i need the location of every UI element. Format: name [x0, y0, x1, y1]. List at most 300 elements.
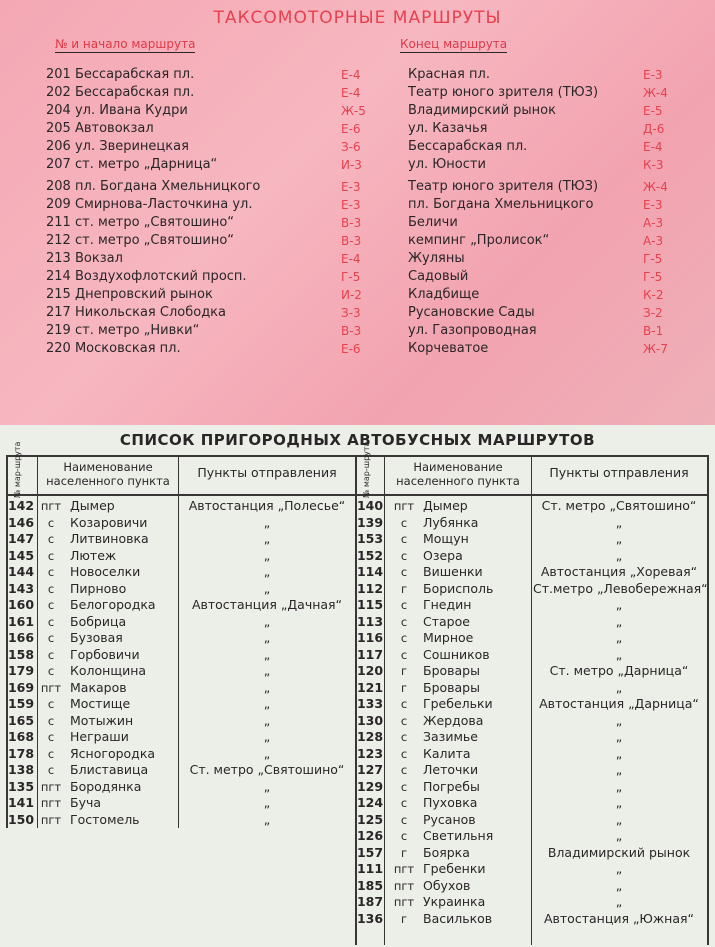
right-suburban-row — [0, 630, 715, 647]
right-suburban-row — [0, 911, 715, 928]
taxi-route-number: 208 — [46, 179, 71, 194]
route-number: 168 — [7, 729, 35, 744]
right-suburban-row — [0, 581, 715, 598]
settlement-name: Макаров — [70, 679, 127, 695]
departure-point: Ст. метро „Святошино“ — [541, 498, 697, 513]
settlement-type: с — [47, 763, 55, 777]
right-suburban-row — [0, 647, 715, 664]
settlement-type: пгт — [393, 862, 415, 876]
departure-point: „ — [263, 745, 271, 761]
taxi-route-number: 202 — [46, 85, 71, 100]
departure-point: „ — [615, 828, 623, 843]
suburban-title: СПИСОК ПРИГОРОДНЫХ АВТОБУСНЫХ МАРШРУТОВ — [119, 431, 596, 449]
right-suburban-row — [0, 828, 715, 845]
taxi-route-start-name: ул. Зверинецкая — [74, 139, 189, 154]
settlement-type: с — [400, 647, 408, 662]
taxi-route-start-name: Никольская Слободка — [74, 305, 227, 320]
departure-point: „ — [615, 514, 623, 530]
settlement-name: Дымер — [70, 498, 115, 513]
settlement-name: Дымер — [423, 498, 468, 513]
route-number: 146 — [7, 514, 35, 530]
settlement-name: Гребенки — [423, 861, 486, 876]
route-number: 120 — [356, 663, 384, 678]
taxi-route-start — [46, 322, 199, 340]
settlement-type: с — [400, 779, 408, 794]
settlement-name: Буча — [70, 795, 102, 810]
route-number: 114 — [356, 564, 384, 579]
settlement-name: Колонщина — [70, 663, 147, 678]
taxi-route-start — [46, 214, 234, 232]
taxi-route-number: 214 — [46, 269, 71, 284]
taxi-route-start — [46, 340, 181, 358]
taxi-route-end-code: Г-5 — [643, 252, 663, 266]
route-number: 116 — [356, 630, 384, 645]
right-suburban-row — [0, 861, 715, 878]
taxi-route-end-code: Д-6 — [643, 122, 665, 136]
right-suburban-row — [0, 498, 715, 515]
settlement-type: с — [47, 565, 55, 579]
departure-point: „ — [615, 630, 623, 645]
departure-point: „ — [615, 729, 623, 744]
departure-point: „ — [263, 811, 271, 827]
taxi-route-end-name: Корчеватое — [408, 341, 489, 356]
taxi-route-end-code: Е-4 — [643, 140, 663, 154]
departure-point: „ — [615, 613, 623, 629]
route-number: 150 — [7, 811, 35, 827]
settlement-type: пгт — [40, 680, 62, 695]
settlement-name: Мирное — [423, 630, 474, 645]
settlement-type: с — [400, 548, 408, 563]
taxi-route-start-code: В-3 — [341, 234, 362, 248]
route-number: 126 — [356, 828, 384, 843]
settlement-name: Ясногородка — [70, 745, 156, 761]
departure-point: „ — [615, 811, 623, 827]
settlement-type: пгт — [393, 499, 415, 513]
route-number: 187 — [356, 894, 384, 909]
taxi-route-number: 215 — [46, 287, 71, 302]
taxi-route-start-name: ст. метро „Святошино“ — [74, 233, 235, 248]
departure-point: „ — [263, 613, 271, 629]
taxi-route-end-code: Е-3 — [643, 68, 663, 82]
right-col-num-header: № мар-шрута — [362, 441, 371, 498]
taxi-route-end-code: А-3 — [643, 234, 664, 248]
settlement-type: с — [47, 647, 55, 662]
taxi-route-end-code: К-3 — [643, 158, 664, 172]
taxi-route-number: 209 — [46, 197, 71, 212]
settlement-name: Белогородка — [70, 597, 156, 612]
departure-point: „ — [263, 564, 271, 579]
departure-point: Автостанция „Южная“ — [543, 910, 695, 926]
taxi-route-start — [46, 84, 194, 102]
right-suburban-row — [0, 812, 715, 829]
settlement-type: с — [400, 829, 408, 843]
route-number: 142 — [7, 498, 35, 513]
settlement-name: Лубянка — [423, 514, 479, 530]
taxi-route-number: 201 — [46, 67, 71, 82]
settlement-type: с — [47, 581, 55, 596]
taxi-route-start-code: Е-3 — [341, 180, 361, 194]
settlement-type: г — [400, 845, 408, 860]
route-number: 136 — [356, 910, 384, 926]
route-number: 113 — [356, 613, 384, 629]
settlement-type: с — [47, 614, 55, 629]
right-suburban-row — [0, 548, 715, 565]
route-number: 159 — [7, 696, 35, 711]
settlement-name: Бровары — [423, 679, 480, 695]
route-number: 141 — [7, 795, 35, 810]
departure-point: „ — [263, 547, 271, 563]
taxi-route-start-code: Г-5 — [341, 270, 361, 284]
settlement-name: Борисполь — [423, 580, 494, 596]
taxi-route-start-code: Е-4 — [341, 86, 361, 100]
route-number: 125 — [356, 811, 384, 827]
route-number: 123 — [356, 745, 384, 761]
taxi-route-start-name: ст. метро „Нивки“ — [74, 323, 200, 338]
settlement-type: пгт — [40, 779, 62, 794]
right-suburban-row — [0, 878, 715, 895]
right-suburban-row — [0, 614, 715, 631]
settlement-type: с — [400, 565, 408, 579]
taxi-route-start-code: Е-4 — [341, 252, 361, 266]
settlement-name: Васильков — [423, 910, 493, 926]
settlement-name: Сошников — [423, 646, 490, 662]
settlement-type: с — [400, 598, 408, 612]
settlement-type: с — [47, 746, 55, 761]
taxi-route-end-name: Бессарабская пл. — [408, 139, 528, 154]
taxi-route-number: 217 — [46, 305, 71, 320]
taxi-route-start — [46, 138, 189, 156]
settlement-type: пгт — [40, 499, 62, 513]
departure-point: „ — [263, 712, 271, 728]
settlement-type: г — [400, 680, 408, 695]
taxi-route-end-name: Владимирский рынок — [408, 103, 556, 118]
route-number: 138 — [7, 762, 35, 777]
route-number: 166 — [7, 630, 35, 645]
taxi-route-start-code: Ж-5 — [341, 104, 366, 118]
route-number: 139 — [356, 514, 384, 530]
route-number: 160 — [7, 597, 35, 612]
settlement-type: пгт — [40, 812, 62, 827]
route-number: 165 — [7, 712, 35, 728]
taxi-route-start-code: Е-3 — [341, 198, 361, 212]
settlement-name: Гостомель — [70, 811, 140, 827]
departure-point: „ — [263, 696, 271, 711]
settlement-name: Горбовичи — [70, 646, 140, 662]
route-number: 129 — [356, 778, 384, 794]
taxi-route-start-code: В-3 — [341, 216, 362, 230]
settlement-type: с — [400, 515, 408, 530]
taxi-route-start-name: Вокзал — [74, 251, 123, 266]
route-number: 169 — [7, 679, 35, 695]
taxi-route-start-code: Е-6 — [341, 122, 361, 136]
settlement-type: с — [400, 532, 408, 546]
settlement-type: с — [400, 697, 408, 711]
taxi-route-start-code: З-3 — [341, 306, 361, 320]
departure-point: „ — [263, 679, 271, 695]
taxi-route-number: 207 — [46, 157, 71, 172]
right-table-header-border — [356, 494, 708, 496]
taxi-route-number: 220 — [46, 341, 71, 356]
route-number: 112 — [356, 580, 384, 596]
settlement-name: Русанов — [423, 811, 476, 827]
departure-point: „ — [615, 597, 623, 612]
settlement-name: Боярка — [423, 844, 470, 860]
settlement-name: Обухов — [423, 877, 471, 893]
taxi-route-end-name: ул. Казачья — [408, 121, 488, 136]
right-suburban-row — [0, 597, 715, 614]
taxi-route-end-name: Кладбище — [408, 287, 480, 302]
taxi-route-end-name: Садовый — [408, 269, 469, 284]
taxi-route-number: 212 — [46, 233, 71, 248]
settlement-type: г — [400, 581, 408, 596]
route-number: 111 — [356, 861, 384, 876]
left-col-name-header: Наименование населенного пункта — [46, 460, 170, 488]
taxi-route-start — [46, 268, 247, 286]
departure-point: „ — [263, 778, 271, 794]
left-col-dep-header: Пункты отправления — [197, 465, 337, 480]
departure-point: Автостанция „Полесье“ — [188, 498, 346, 513]
departure-point: Владимирский рынок — [547, 844, 691, 860]
departure-point: Ст. метро „Дарница“ — [549, 663, 689, 678]
route-number: 130 — [356, 712, 384, 728]
settlement-type: с — [400, 713, 408, 728]
taxi-route-end-name: пл. Богдана Хмельницкого — [408, 197, 594, 212]
settlement-type: пгт — [393, 878, 415, 893]
settlement-type: с — [47, 713, 55, 728]
settlement-name: Блиставица — [70, 762, 149, 777]
departure-point: „ — [615, 795, 623, 810]
settlement-type: с — [47, 697, 55, 711]
settlement-name: Мощун — [423, 531, 469, 546]
taxi-route-start — [46, 250, 123, 268]
departure-point: „ — [615, 679, 623, 695]
taxi-route-start — [46, 232, 234, 250]
settlement-name: Бобрица — [70, 613, 127, 629]
taxi-route-end-name: Красная пл. — [408, 67, 490, 82]
departure-point: „ — [263, 580, 271, 596]
settlement-type: с — [47, 515, 55, 530]
route-number: 135 — [7, 778, 35, 794]
route-number: 147 — [7, 531, 35, 546]
settlement-name: Пуховка — [423, 795, 478, 810]
departure-point: „ — [263, 646, 271, 662]
taxi-left-header: № и начало маршрута — [55, 37, 196, 51]
departure-point: „ — [615, 861, 623, 876]
taxi-route-end-code: К-2 — [643, 288, 664, 302]
taxi-route-end-name: Театр юного зрителя (ТЮЗ) — [408, 179, 599, 194]
departure-point: „ — [263, 729, 271, 744]
taxi-route-start-code: И-3 — [341, 158, 362, 172]
right-suburban-row — [0, 515, 715, 532]
departure-point: „ — [615, 877, 623, 893]
settlement-name: Мостище — [70, 696, 131, 711]
left-table-header-border — [6, 494, 356, 496]
right-suburban-row — [0, 729, 715, 746]
taxi-right-header: Конец маршрута — [400, 37, 508, 51]
taxi-route-start-code: З-6 — [341, 140, 361, 154]
route-number: 179 — [7, 663, 35, 678]
settlement-name: Мотыжин — [70, 712, 134, 728]
departure-point: „ — [615, 712, 623, 728]
taxi-route-number: 213 — [46, 251, 71, 266]
taxi-route-end-name: ул. Газопроводная — [408, 323, 537, 338]
settlement-name: Бровары — [423, 663, 480, 678]
taxi-route-number: 219 — [46, 323, 71, 338]
settlement-name: Светильня — [423, 828, 494, 843]
settlement-type: с — [47, 730, 55, 744]
route-number: 128 — [356, 729, 384, 744]
departure-point: „ — [615, 778, 623, 794]
route-number: 152 — [356, 547, 384, 563]
departure-point: „ — [615, 646, 623, 662]
settlement-name: Пирново — [70, 580, 127, 596]
settlement-type: с — [47, 598, 55, 612]
taxi-route-start — [46, 156, 217, 174]
taxi-route-start-name: Смирнова-Ласточкина ул. — [74, 197, 253, 212]
right-suburban-row — [0, 779, 715, 796]
right-suburban-row — [0, 663, 715, 680]
route-number: 127 — [356, 762, 384, 777]
departure-point: „ — [615, 762, 623, 777]
settlement-type: с — [47, 631, 55, 645]
settlement-name: Леточки — [423, 762, 479, 777]
taxi-route-start — [46, 102, 188, 120]
settlement-type: с — [47, 548, 55, 563]
taxi-route-number: 211 — [46, 215, 71, 230]
settlement-type: с — [400, 763, 408, 777]
taxi-route-number: 204 — [46, 103, 71, 118]
departure-point: „ — [263, 630, 271, 645]
settlement-type: с — [47, 664, 55, 678]
settlement-type: г — [400, 664, 408, 678]
departure-point: „ — [615, 894, 623, 909]
settlement-name: Гребельки — [423, 696, 493, 711]
right-suburban-row — [0, 845, 715, 862]
right-suburban-row — [0, 696, 715, 713]
taxi-route-end-code: З-2 — [643, 306, 663, 320]
route-number: 178 — [7, 745, 35, 761]
taxi-route-start-name: Автовокзал — [74, 121, 154, 136]
route-number: 133 — [356, 696, 384, 711]
taxi-route-start-name: ул. Ивана Кудри — [74, 103, 188, 118]
route-number: 157 — [356, 844, 384, 860]
departure-point: Автостанция „Дачная“ — [191, 597, 343, 612]
taxi-route-start-code: В-3 — [341, 324, 362, 338]
settlement-type: с — [400, 796, 408, 810]
taxi-route-start-name: Днепровский рынок — [74, 287, 213, 302]
settlement-name: Калита — [423, 745, 471, 761]
settlement-name: Зазимье — [423, 729, 478, 744]
taxi-route-end-code: Ж-7 — [643, 342, 668, 356]
right-table-top-border — [356, 455, 708, 457]
taxi-route-number: 205 — [46, 121, 71, 136]
right-col-name-header: Наименование населенного пункта — [396, 460, 520, 488]
settlement-name: Погребы — [423, 778, 480, 794]
route-number: 161 — [7, 613, 35, 629]
departure-point: Ст. метро „Святошино“ — [189, 762, 345, 777]
taxi-route-start-name: Бессарабская пл. — [74, 85, 195, 100]
taxi-route-end-code: Е-3 — [643, 198, 663, 212]
settlement-type: с — [400, 730, 408, 744]
settlement-name: Бородянка — [70, 778, 142, 794]
departure-point: „ — [263, 531, 271, 546]
settlement-name: Гнедин — [423, 597, 472, 612]
settlement-name: Литвиновка — [70, 531, 149, 546]
departure-point: „ — [615, 547, 623, 563]
settlement-type: с — [47, 532, 55, 546]
settlement-name: Лютеж — [70, 547, 117, 563]
departure-point: „ — [263, 795, 271, 810]
settlement-name: Неграши — [70, 729, 129, 744]
settlement-type: с — [400, 614, 408, 629]
route-number: 140 — [356, 498, 384, 513]
taxi-route-start — [46, 178, 260, 196]
right-suburban-row — [0, 746, 715, 763]
settlement-name: Старое — [423, 613, 470, 629]
settlement-type: с — [400, 746, 408, 761]
taxi-route-end-name: Русановские Сады — [408, 305, 535, 320]
route-number: 153 — [356, 531, 384, 546]
right-suburban-row — [0, 680, 715, 697]
taxi-route-end-name: Беличи — [408, 215, 458, 230]
settlement-type: с — [400, 631, 408, 645]
settlement-name: Козаровичи — [70, 514, 148, 530]
route-number: 124 — [356, 795, 384, 810]
taxi-route-end-code: А-3 — [643, 216, 664, 230]
taxi-route-start — [46, 304, 226, 322]
taxi-route-end-name: Театр юного зрителя (ТЮЗ) — [408, 85, 599, 100]
taxi-route-end-code: Е-5 — [643, 104, 663, 118]
route-number: 117 — [356, 646, 384, 662]
taxi-route-start — [46, 286, 213, 304]
departure-point: Автостанция „Дарница“ — [539, 696, 699, 711]
taxi-route-end-code: Ж-4 — [643, 180, 668, 194]
route-number: 185 — [356, 877, 384, 893]
taxi-route-start-code: Е-4 — [341, 68, 361, 82]
taxi-route-start-code: Е-6 — [341, 342, 361, 356]
departure-point: „ — [263, 663, 271, 678]
taxi-route-start-name: Московская пл. — [74, 341, 181, 356]
right-suburban-row — [0, 531, 715, 548]
settlement-name: Новоселки — [70, 564, 141, 579]
settlement-type: пгт — [393, 895, 415, 909]
settlement-name: Жердова — [423, 712, 484, 728]
settlement-name: Вишенки — [423, 564, 483, 579]
right-suburban-row — [0, 713, 715, 730]
route-number: 121 — [356, 679, 384, 695]
taxi-route-start-name: ст. метро „Святошино“ — [74, 215, 235, 230]
departure-point: „ — [615, 531, 623, 546]
right-suburban-row — [0, 795, 715, 812]
taxi-route-start — [46, 120, 154, 138]
route-number: 115 — [356, 597, 384, 612]
right-col-dep-header: Пункты отправления — [549, 465, 689, 480]
right-suburban-row — [0, 564, 715, 581]
taxi-route-start-name: пл. Богдана Хмельницкого — [74, 179, 261, 194]
taxi-route-end-name: Жуляны — [408, 251, 465, 266]
settlement-name: Бузовая — [70, 630, 123, 645]
right-suburban-row — [0, 894, 715, 911]
taxi-route-end-code: Г-5 — [643, 270, 663, 284]
settlement-type: г — [400, 911, 408, 926]
route-number: 145 — [7, 547, 35, 563]
right-suburban-row — [0, 762, 715, 779]
settlement-name: Озера — [423, 547, 463, 563]
taxi-route-start — [46, 196, 252, 214]
taxi-route-start-name: Бессарабская пл. — [74, 67, 195, 82]
settlement-type: с — [400, 812, 408, 827]
taxi-route-start-code: И-2 — [341, 288, 362, 302]
